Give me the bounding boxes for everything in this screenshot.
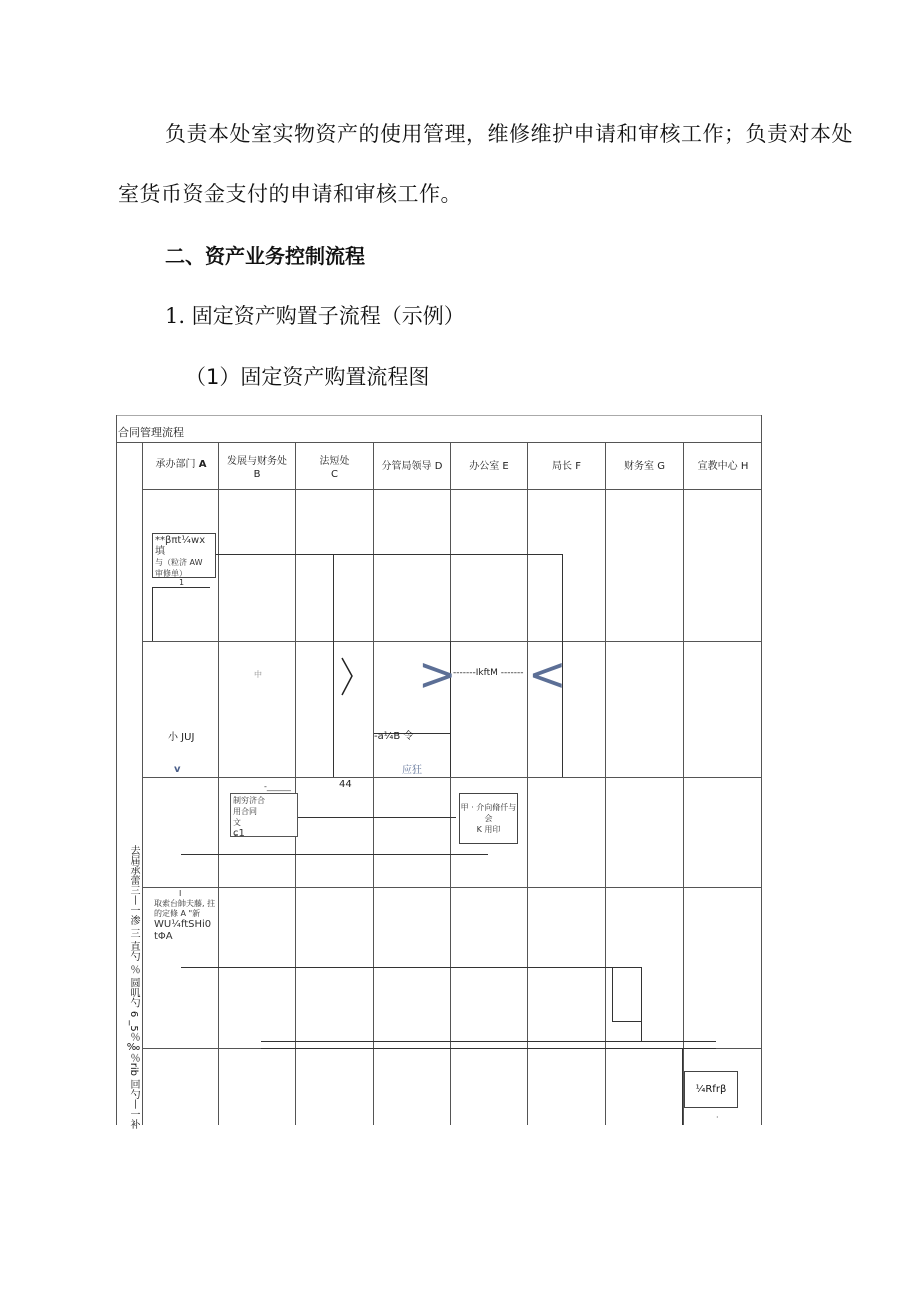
row4-mark: I [179,889,182,898]
flow-box-contract: 制穷济合 用合同 文 ɕ1 [230,793,298,837]
flowchart [116,415,762,1130]
row4-text: 取索台帥夫藤, 拄 的定條 A "新 WU¹⁄₄ftSHi0 tΦA [154,899,216,942]
flow-mark: 1 [179,578,185,587]
chevron-right-icon [342,658,352,695]
column-header-e: 办公室 E [469,461,509,472]
column-header-a: 承办部门 A [155,459,207,470]
arrow-left-icon: < [528,647,567,701]
column-header-f: 局长 F [552,461,581,472]
row2-e-label: -------IkftM ------- [453,668,524,678]
column-header-d: 分管局领导 D [381,461,443,472]
column-header-c: 法短处 C [319,456,350,480]
figure-heading: （1）固定资产购置流程图 [185,365,430,389]
column-header-g: 财务室 G [624,461,665,472]
row2-yingkuang-label: 应狂 [402,765,422,776]
flow-box-apply: **βπt¹⁄₄wx 填 与（粒济 AW 审修单） [152,533,216,578]
flowchart-grid [116,415,762,1125]
flow-box-h-mark: · [716,1113,719,1122]
paragraph-line-2: 室货币资金支付的申请和审核工作。 [118,182,462,206]
row2-d-label: -a¹⁄₄B 令 [374,731,414,742]
side-label: 去届承蕾三丨一渗 三 直勺 ％ 圆叽勺 6 _5％‰％rib 回勺丨一补 [128,845,139,1130]
flowchart-title: 合同管理流程 [118,426,184,439]
section-heading: 二、资产业务控制流程 [165,244,365,268]
row3-number: 44 [339,779,352,790]
row3-dash: -______ [264,782,291,791]
row2-mid-label: 中 [254,670,262,679]
paragraph-line-1: 负责本处室实物资产的使用管理，维修维护申请和审核工作；负责对本处 [165,122,853,146]
arrow-right-icon: > [418,647,457,701]
subsection-heading: 1. 固定资产购置子流程（示例） [165,304,465,328]
arrow-down-icon: v [174,764,181,775]
flow-box-seal: 甲 · 介向脩仟与会 K 用印 [459,793,518,844]
column-header-h: 宣教中心 H [697,461,749,472]
row2-a-label: 小 JUJ [168,732,195,743]
column-header-b: 发展与财务处 B [227,456,287,480]
flow-box-h: ¹⁄₄Rfrβ [684,1071,738,1108]
